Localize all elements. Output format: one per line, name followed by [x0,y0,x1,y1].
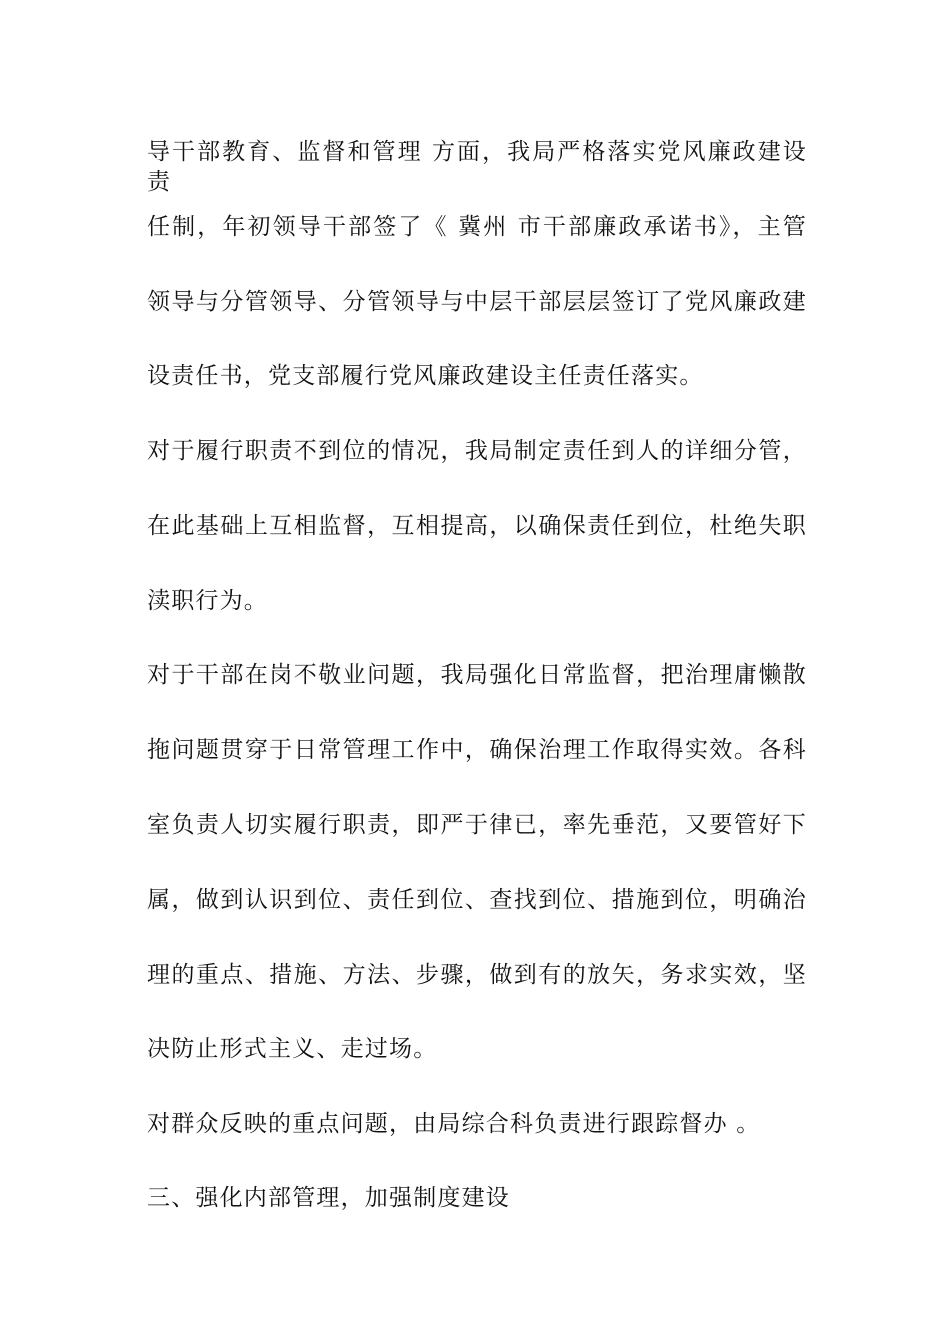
text-line: 对于履行职责不到位的情况，我局制定责任到人的详细分管， [147,438,807,464]
section-heading: 三、强化内部管理，加强制度建设 [147,1185,510,1211]
text-line: 理的重点、措施、方法、步骤，做到有的放矢，务求实效，坚 [147,962,807,988]
text-line: 设责任书，党支部履行党风廉政建设主任责任落实。 [147,363,704,389]
text-line: 属，做到认识到位、责任到位、查找到位、措施到位，明确治 [147,887,807,913]
text-line: 渎职行为。 [147,588,268,614]
text-line: 拖问题贯穿于日常管理工作中，确保治理工作取得实效。各科 [147,737,807,763]
text-line: 在此基础上互相监督，互相提高，以确保责任到位，杜绝失职 [147,513,807,539]
text-line: 室负责人切实履行职责，即严于律已，率先垂范，又要管好下 [147,812,807,838]
text-line: 导干部教育、监督和管理 方面，我局严格落实党风廉政建设责 [147,139,807,195]
text-line: 对于干部在岗不敬业问题，我局强化日常监督，把治理庸懒散 [147,662,807,688]
text-line: 决防止形式主义、走过场。 [147,1036,438,1062]
text-line: 领导与分管领导、分管领导与中层干部层层签订了党风廉政建 [147,289,807,315]
text-line: 对群众反映的重点问题，由局综合科负责进行跟踪督办 。 [147,1111,761,1137]
text-line: 任制，年初领导干部签了《 冀州 市干部廉政承诺书》，主管 [147,214,807,240]
